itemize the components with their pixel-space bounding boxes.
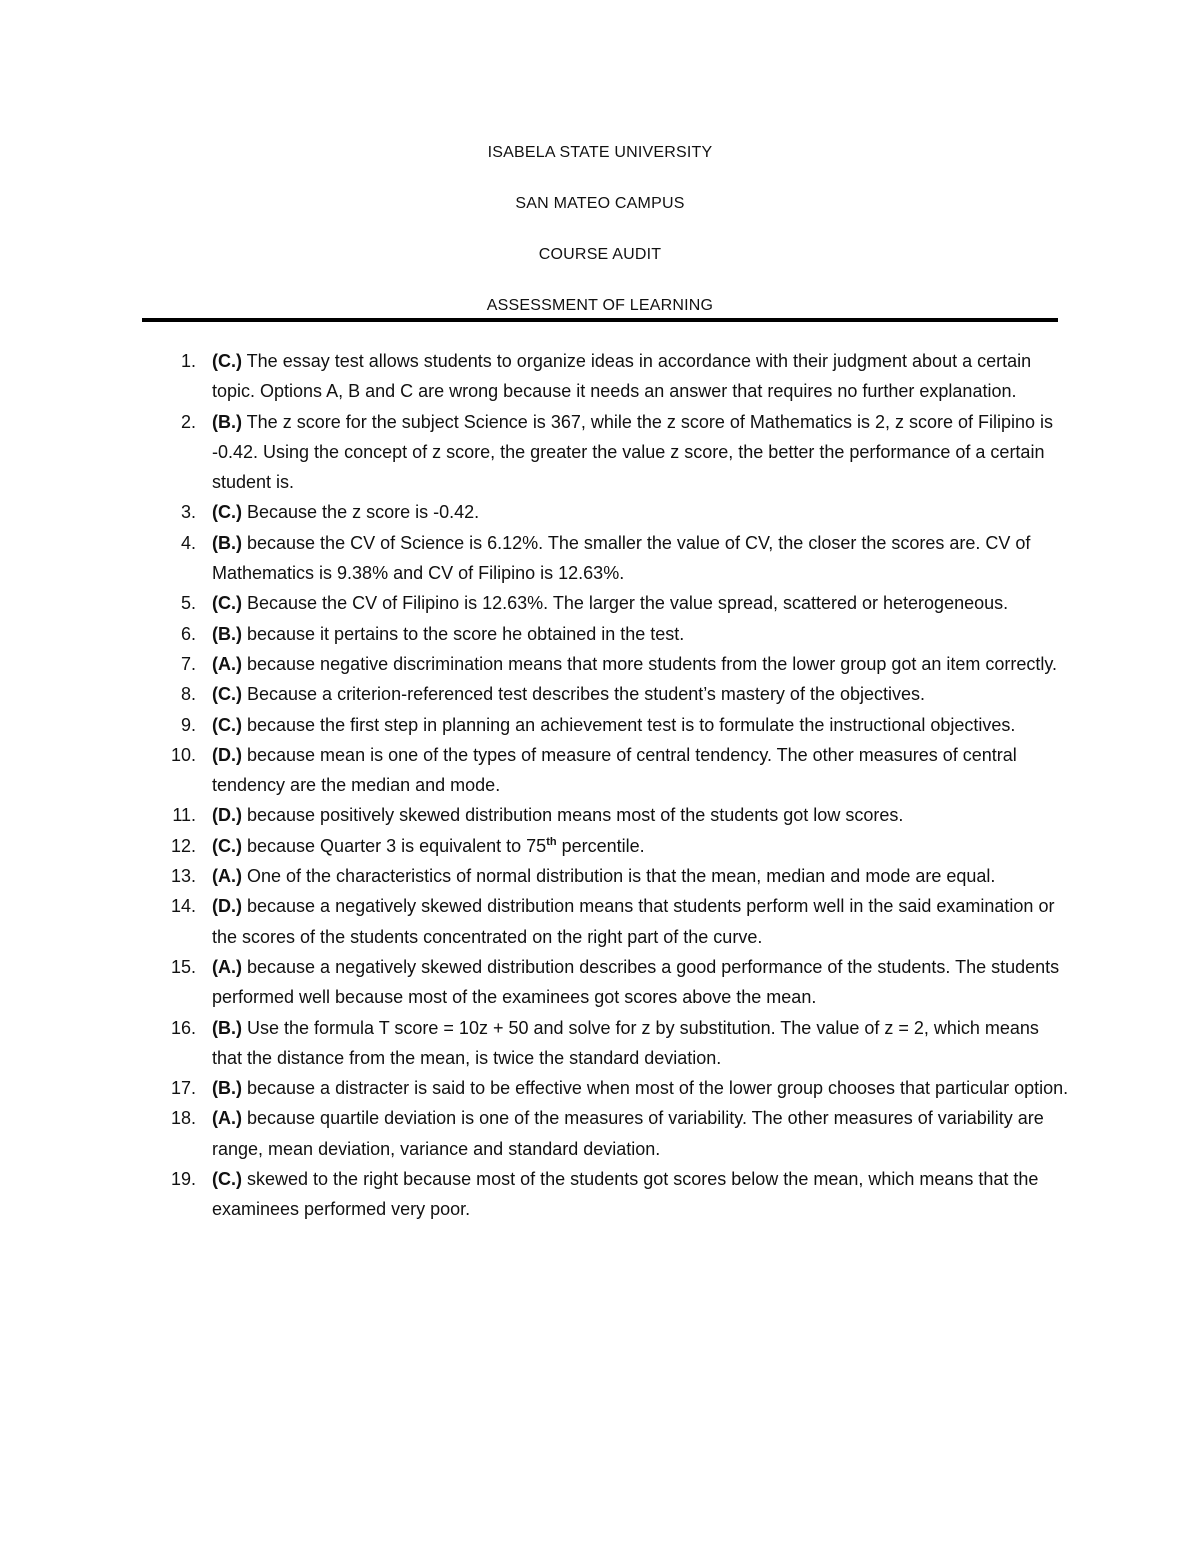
answer-item [142,1073,1072,1103]
answer-choice: (D.) [212,896,242,917]
answer-item [142,1103,1072,1164]
answer-item [142,619,1072,649]
answer-number: 2. [180,411,196,432]
answer-list [142,346,1072,1225]
answer-explanation: Because a criterion-referenced test describes the student’s mastery of the objectives. [242,684,926,705]
answer-item [142,1164,1072,1225]
subject-title: ASSESSMENT OF LEARNING [486,297,714,314]
answer-number: 16. [170,1017,196,1038]
answer-item [142,679,1072,709]
answer-item [142,891,1072,952]
answer-number: 3. [180,502,196,523]
answer-explanation: The essay test allows students to organize ideas in accordance with their judgment about a certain topic. Options A, B and C are wrong because it needs an answer that requires no further explanation. [212,351,1032,402]
answer-number: 19. [170,1169,196,1190]
answer-item [142,740,1072,801]
answer-choice: (A.) [212,653,242,674]
header-divider [142,318,1058,322]
answer-explanation: because Quarter 3 is equivalent to 75 [242,835,547,856]
answer-number: 18. [170,1108,196,1129]
answer-choice: (B.) [212,532,242,553]
answer-explanation: because negative discrimination means that more students from the lower group got an item correctly. [242,653,1058,674]
answer-choice: (C.) [212,1169,242,1190]
answer-explanation: The z score for the subject Science is 367, while the z score of Mathematics is 2, z score of Filipino is -0.42. Using the concept of z score, the greater the value z score, the better the performance of a certain student is. [212,411,1054,493]
answer-explanation: because the CV of Science is 6.12%. The smaller the value of CV, the closer the scores are. CV of Mathematics is 9.38% and CV of Filipino is 12.63%. [212,532,1031,584]
answer-explanation: Use the formula T score = 10z + 50 and solve for z by substitution. The value of z = 2, which means that the distance from the mean, is twice the standard deviation. [212,1017,1039,1068]
answer-number: 1. [180,351,196,371]
answer-number: 17. [170,1078,196,1099]
answer-number: 13. [170,866,196,887]
answer-choice: (A.) [212,866,242,887]
answer-explanation-continued: percentile. [556,835,645,856]
document-header [0,143,1200,347]
answer-explanation: because it pertains to the score he obtained in the test. [242,623,685,644]
answer-item [142,497,1072,527]
answer-choice: (B.) [212,623,242,644]
answer-choice: (C.) [212,502,242,523]
answer-choice: (A.) [212,956,242,977]
answer-number: 5. [180,593,196,614]
answer-choice: (D.) [212,744,242,765]
answer-item [142,588,1072,618]
answer-item [142,649,1072,679]
answer-item [142,346,1072,407]
answer-number: 8. [180,684,196,705]
answer-choice: (C.) [212,593,242,614]
answer-superscript: th [546,835,557,848]
answer-choice: (C.) [212,351,242,371]
university-name: ISABELA STATE UNIVERSITY [487,144,713,161]
answer-choice: (C.) [212,684,242,705]
answer-explanation: skewed to the right because most of the students got scores below the mean, which means that the examinees performed very poor. [212,1169,1039,1220]
answer-choice: (B.) [212,1078,242,1099]
answer-item [142,407,1072,498]
answer-explanation: because mean is one of the types of measure of central tendency. The other measures of central tendency are the median and mode. [212,744,1017,796]
answer-explanation: because positively skewed distribution means most of the students got low scores. [242,805,904,826]
answer-number: 15. [170,956,196,977]
answer-item [142,831,1072,861]
answer-explanation: Because the CV of Filipino is 12.63%. The larger the value spread, scattered or heterogeneous. [242,593,1009,614]
answer-explanation: because a distracter is said to be effective when most of the lower group chooses that particular option. [242,1078,1069,1099]
answer-explanation: because quartile deviation is one of the measures of variability. The other measures of variability are range, mean deviation, variance and standard deviation. [212,1108,1044,1159]
answer-item [142,861,1072,891]
answer-item [142,1013,1072,1074]
answer-item [142,528,1072,589]
campus-name: SAN MATEO CAMPUS [515,195,685,212]
answer-number: 14. [170,896,196,917]
answer-choice: (B.) [212,411,242,432]
answer-explanation: because a negatively skewed distribution means that students perform well in the said examination or the scores of the students concentrated on the right part of the curve. [212,896,1055,947]
answer-choice: (C.) [212,714,242,735]
answer-item [142,800,1072,830]
answer-choice: (C.) [212,835,242,856]
answer-choice: (B.) [212,1017,242,1038]
answer-explanation: One of the characteristics of normal distribution is that the mean, median and mode are equal. [242,866,996,887]
answer-item [142,952,1072,1013]
answer-number: 6. [180,623,196,644]
answer-number: 4. [180,532,196,553]
answer-number: 10. [170,744,196,765]
answer-explanation: because the first step in planning an achievement test is to formulate the instructional objectives. [242,714,1016,735]
answer-choice: (A.) [212,1108,242,1129]
answer-number: 11. [172,805,196,826]
answer-number: 7. [180,653,196,674]
answer-number: 12. [170,835,196,856]
answer-number: 9. [180,714,196,735]
answer-choice: (D.) [212,805,242,826]
document-type: COURSE AUDIT [538,246,662,263]
answer-item [142,710,1072,740]
answer-explanation: because a negatively skewed distribution describes a good performance of the students. The students performed well because most of the examinees got scores above the mean. [212,956,1060,1008]
answer-explanation: Because the z score is -0.42. [242,502,480,523]
